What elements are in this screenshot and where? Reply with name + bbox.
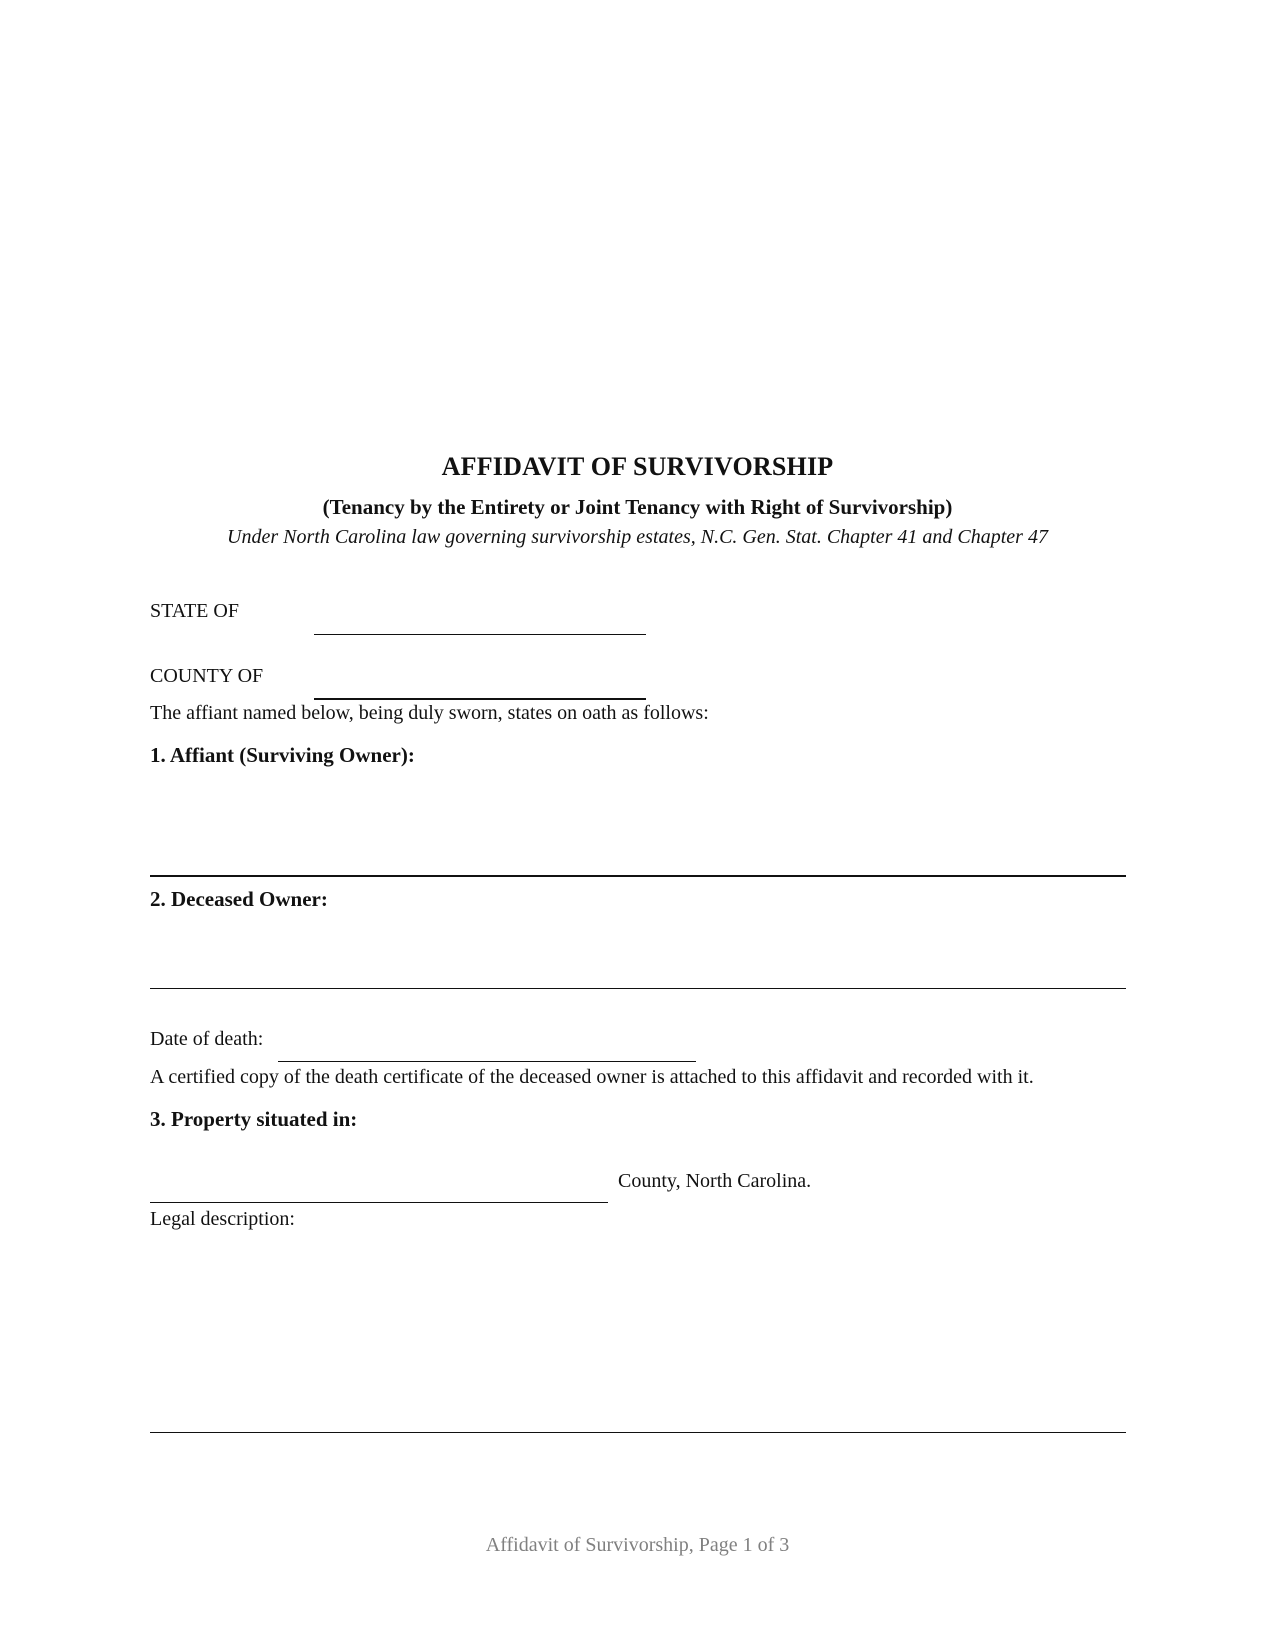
page-footer: Affidavit of Survivorship, Page 1 of 3 — [485, 1534, 790, 1556]
property-county-field-line[interactable] — [150, 1202, 608, 1203]
affiant-field-line[interactable] — [150, 875, 1126, 877]
legal-description-field-line[interactable] — [150, 1432, 1126, 1433]
affiant-heading: 1. Affiant (Surviving Owner): — [150, 743, 415, 767]
county-label: COUNTY OF — [150, 665, 264, 687]
document-subtitle: (Tenancy by the Entirety or Joint Tenancy with Right of Survivorship) — [322, 495, 953, 519]
deceased-heading: 2. Deceased Owner: — [150, 887, 328, 911]
statute-reference: Under North Carolina law governing survivorship estates, N.C. Gen. Stat. Chapter 41 and Chapter 47 — [227, 526, 1048, 548]
date-of-death-field-line[interactable] — [278, 1061, 696, 1062]
date-of-death-label: Date of death: — [150, 1028, 264, 1050]
oath-intro: The affiant named below, being duly sworn, states on oath as follows: — [150, 702, 709, 724]
state-label: STATE OF — [150, 600, 239, 622]
deceased-field-line[interactable] — [150, 988, 1126, 989]
property-heading: 3. Property situated in: — [150, 1107, 358, 1131]
state-field-line[interactable] — [314, 634, 646, 635]
legal-description-label: Legal description: — [150, 1208, 295, 1230]
property-county-suffix: County, North Carolina. — [618, 1170, 812, 1192]
certificate-note: A certified copy of the death certificate of the deceased owner is attached to this affidavit and recorded with it. — [150, 1066, 1034, 1088]
county-field-line[interactable] — [314, 698, 646, 700]
document-title: AFFIDAVIT OF SURVIVORSHIP — [441, 452, 834, 481]
